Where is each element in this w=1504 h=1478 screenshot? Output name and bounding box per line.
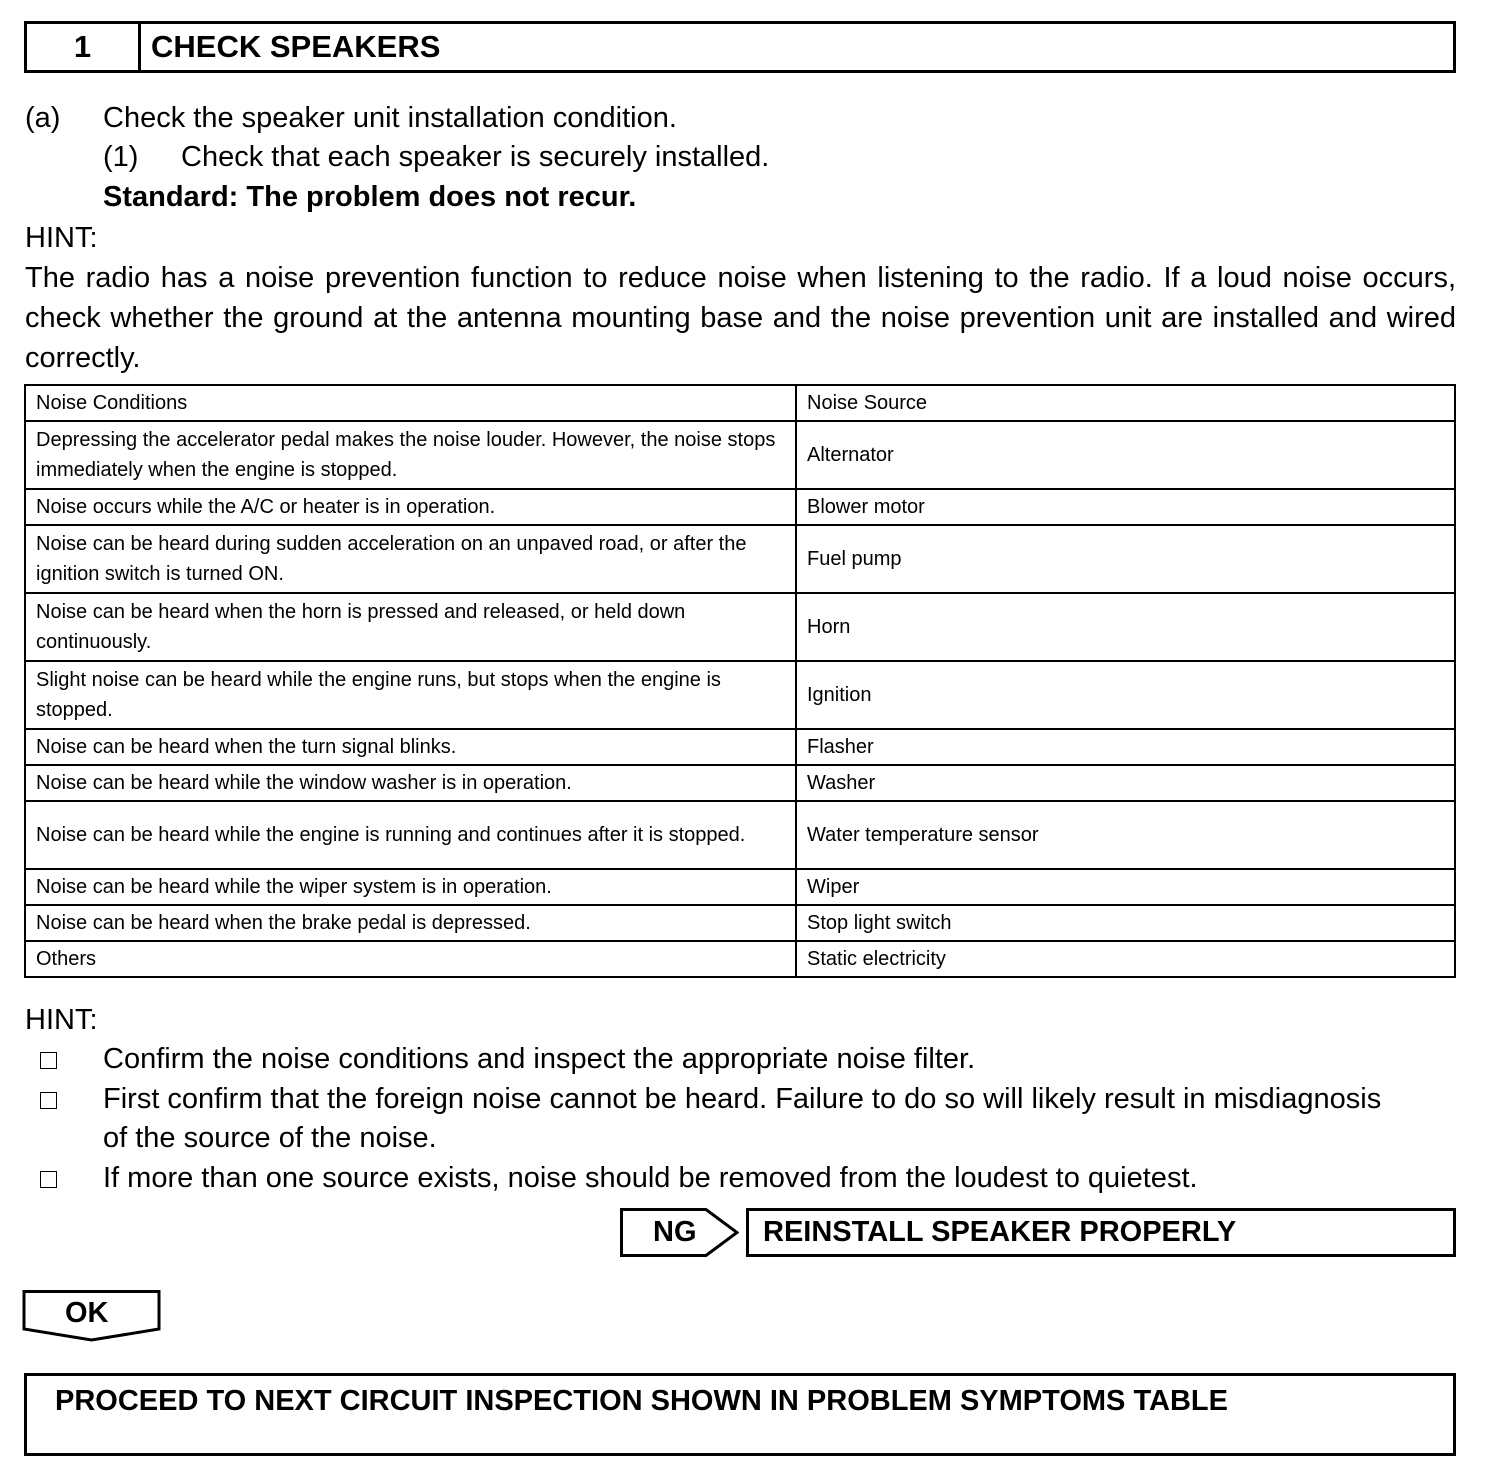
step-header bbox=[24, 21, 1456, 73]
substep-1-marker: (1) bbox=[103, 141, 139, 173]
table-row bbox=[25, 525, 1455, 593]
noise-condition-cell: Others bbox=[25, 941, 796, 977]
noise-source-cell: Ignition bbox=[796, 661, 1455, 729]
table-row bbox=[25, 905, 1455, 941]
noise-source-cell: Horn bbox=[796, 593, 1455, 661]
ng-action-box bbox=[746, 1208, 1456, 1257]
table-row bbox=[25, 421, 1455, 489]
step-title: CHECK SPEAKERS bbox=[151, 29, 441, 64]
table-row bbox=[25, 489, 1455, 525]
hint-bullet-continuation: of the source of the noise. bbox=[103, 1122, 437, 1154]
noise-condition-cell: Noise can be heard while the wiper system is in operation. bbox=[25, 869, 796, 905]
noise-condition-cell: Noise can be heard during sudden acceleration on an unpaved road, or after the ignition switch is turned ON. bbox=[25, 525, 796, 593]
proceed-text: PROCEED TO NEXT CIRCUIT INSPECTION SHOWN IN PROBLEM SYMPTOMS TABLE bbox=[55, 1385, 1228, 1417]
table-row bbox=[25, 765, 1455, 801]
table-row bbox=[25, 661, 1455, 729]
table-row bbox=[25, 801, 1455, 869]
noise-source-cell: Stop light switch bbox=[796, 905, 1455, 941]
ng-action-text: REINSTALL SPEAKER PROPERLY bbox=[763, 1216, 1237, 1248]
substep-1-text: Check that each speaker is securely installed. bbox=[181, 141, 770, 173]
checkbox-bullet-icon bbox=[40, 1052, 57, 1069]
noise-condition-cell: Noise can be heard when the brake pedal is depressed. bbox=[25, 905, 796, 941]
ok-label: OK bbox=[65, 1297, 109, 1329]
hint-label: HINT: bbox=[25, 222, 98, 254]
table-row bbox=[25, 941, 1455, 977]
ng-arrow-box bbox=[620, 1208, 739, 1257]
substep-a-text: Check the speaker unit installation condition. bbox=[103, 102, 677, 134]
hint-bullet: If more than one source exists, noise should be removed from the loudest to quietest. bbox=[103, 1162, 1198, 1194]
noise-source-cell: Water temperature sensor bbox=[796, 801, 1455, 869]
hint-bullet: Confirm the noise conditions and inspect the appropriate noise filter. bbox=[103, 1043, 976, 1075]
noise-condition-cell: Depressing the accelerator pedal makes the noise louder. However, the noise stops immediately when the engine is stopped. bbox=[25, 421, 796, 489]
noise-source-cell: Flasher bbox=[796, 729, 1455, 765]
ng-label: NG bbox=[653, 1216, 697, 1248]
standard-text: Standard: The problem does not recur. bbox=[103, 181, 637, 213]
noise-source-cell: Alternator bbox=[796, 421, 1455, 489]
noise-source-cell: Blower motor bbox=[796, 489, 1455, 525]
noise-source-cell: Fuel pump bbox=[796, 525, 1455, 593]
noise-condition-cell: Noise can be heard while the window washer is in operation. bbox=[25, 765, 796, 801]
noise-condition-cell: Slight noise can be heard while the engine runs, but stops when the engine is stopped. bbox=[25, 661, 796, 729]
substep-a-marker: (a) bbox=[25, 102, 61, 134]
noise-table bbox=[24, 384, 1456, 978]
step-number: 1 bbox=[27, 24, 141, 70]
noise-condition-cell: Noise can be heard when the horn is pressed and released, or held down continuously. bbox=[25, 593, 796, 661]
noise-condition-cell: Noise can be heard when the turn signal blinks. bbox=[25, 729, 796, 765]
noise-source-cell: Washer bbox=[796, 765, 1455, 801]
header-noise-source: Noise Source bbox=[796, 385, 1455, 421]
noise-source-cell: Static electricity bbox=[796, 941, 1455, 977]
table-row bbox=[25, 729, 1455, 765]
checkbox-bullet-icon bbox=[40, 1171, 57, 1188]
header-noise-conditions: Noise Conditions bbox=[25, 385, 796, 421]
checkbox-bullet-icon bbox=[40, 1092, 57, 1109]
noise-condition-cell: Noise occurs while the A/C or heater is in operation. bbox=[25, 489, 796, 525]
hint-bullet: First confirm that the foreign noise cannot be heard. Failure to do so will likely result in misdiagnosis bbox=[103, 1083, 1382, 1115]
table-header-row bbox=[25, 385, 1455, 421]
ok-arrow-box bbox=[22, 1290, 162, 1342]
noise-source-cell: Wiper bbox=[796, 869, 1455, 905]
hint-paragraph: The radio has a noise prevention function to reduce noise when listening to the radio. If a loud noise occurs, check whether the ground at the antenna mounting base and the noise prevention unit are installed and wired correctly. bbox=[25, 262, 1456, 374]
table-row bbox=[25, 869, 1455, 905]
hint-label: HINT: bbox=[25, 1004, 98, 1036]
noise-condition-cell: Noise can be heard while the engine is running and continues after it is stopped. bbox=[25, 801, 796, 869]
table-row bbox=[25, 593, 1455, 661]
proceed-box bbox=[24, 1373, 1456, 1456]
